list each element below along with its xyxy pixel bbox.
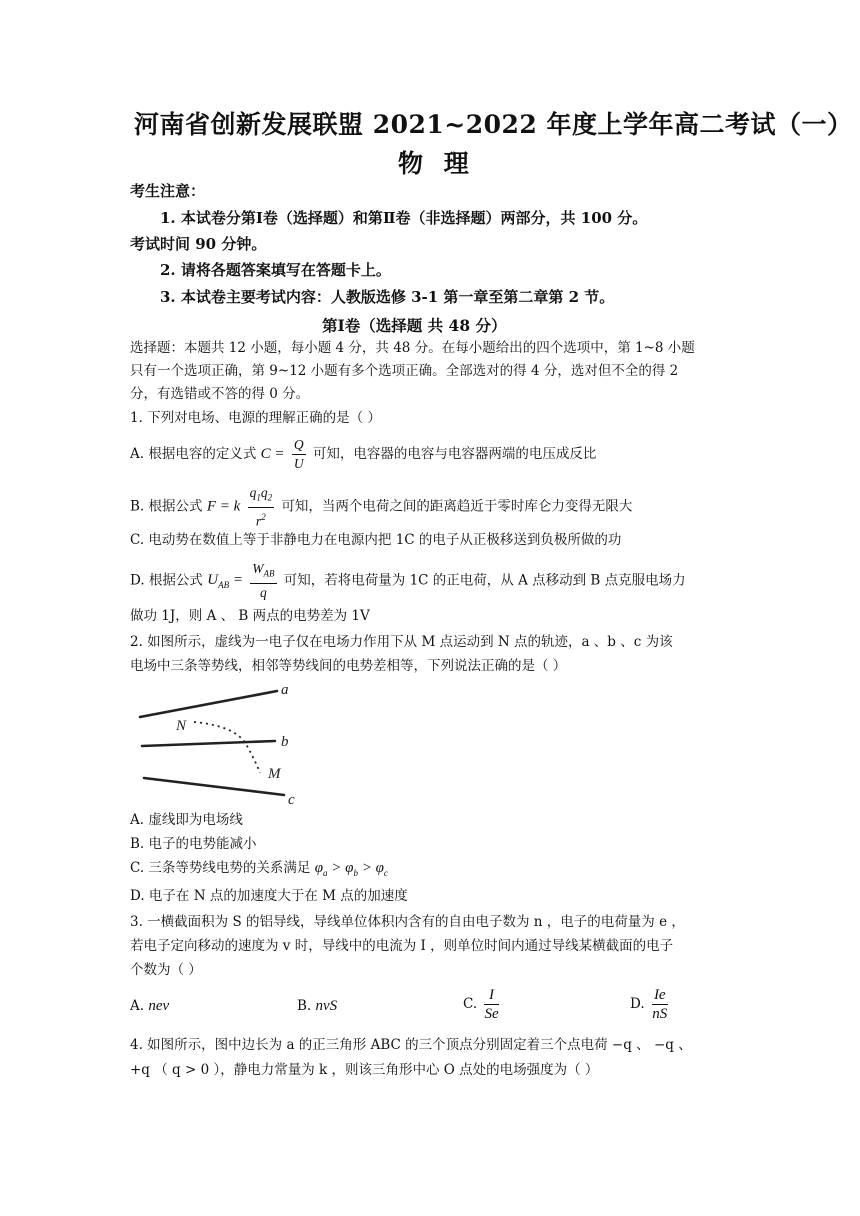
- fraction-q-over-u: $\frac{Q}{U}$: [293, 437, 304, 471]
- q3-stem-line-3: 个数为（ ）: [130, 962, 202, 978]
- q3-option-c-numerator: I: [484, 986, 498, 1005]
- fraction-i-over-se: [484, 986, 498, 1023]
- q3-option-a-label: A.: [130, 998, 145, 1014]
- figure-label-c: c: [288, 792, 295, 808]
- formula-potential-order: $\varphi_a > \varphi_b > \varphi_c$: [314, 860, 388, 878]
- q2-option-c: [130, 858, 388, 883]
- notice-item-3: 3. 本试卷主要考试内容：人教版选修 3-1 第一章至第二章第 2 节。: [160, 288, 615, 306]
- q3-option-c: [463, 986, 502, 1023]
- q1-option-b: [130, 484, 632, 530]
- q2-option-c-pre: C. 三条等势线电势的关系满足: [130, 860, 311, 876]
- q1-option-a-post: 可知，电容器的电容与电容器两端的电压成反比: [312, 446, 597, 462]
- fraction-ie-over-ns: [652, 986, 668, 1023]
- q1-option-d-post: 可知，若将电荷量为 1C 的正电荷，从 A 点移动到 B 点克服电场力: [283, 572, 686, 589]
- q2-option-d: D. 电子在 N 点的加速度大于在 M 点的加速度: [130, 888, 408, 904]
- exam-title: 河南省创新发展联盟 2021~2022 年度上学年高二考试（一）: [134, 110, 853, 139]
- q3-option-a-value: nev: [148, 998, 170, 1014]
- q3-stem-line-2: 若电子定向移动的速度为 v 时，导线中的电流为 I ，则单位时间内通过导线某横截面的电子: [130, 938, 674, 954]
- q3-option-a: [130, 996, 169, 1016]
- q2-option-a: A. 虚线即为电场线: [130, 812, 243, 828]
- notice-item-1: 1. 本试卷分第Ⅰ卷（选择题）和第Ⅱ卷（非选择题）两部分，共 100 分。: [160, 209, 648, 227]
- q1-option-c: C. 电动势在数值上等于非静电力在电源内把 1C 的电子从正极移送到负极所做的功: [130, 532, 622, 548]
- equipotential-figure: [132, 678, 312, 808]
- notice-item-1-cont: 考试时间 90 分钟。: [130, 235, 267, 253]
- q1-option-d-pre: D. 根据公式: [130, 572, 203, 589]
- figure-label-n: N: [176, 718, 187, 734]
- q3-option-b: [297, 996, 337, 1016]
- figure-label-a: a: [281, 682, 289, 698]
- q1-option-d: [130, 560, 686, 602]
- figure-label-m: M: [268, 766, 281, 782]
- q2-stem-line-1: 2. 如图所示，虚线为一电子仅在电场力作用下从 M 点运动到 N 点的轨迹，a 、b 、c 为该: [130, 634, 673, 650]
- q3-option-c-label: C.: [463, 996, 478, 1012]
- q1-option-a: [130, 436, 596, 473]
- q1-option-b-pre: B. 根据公式: [130, 498, 203, 515]
- section-intro-line-2: 只有一个选项正确，第 9~12 小题有多个选项正确。全部选对的得 4 分，选对但不全的得 2: [130, 363, 679, 379]
- fraction-coulomb: $\frac{q_1q_2}{r^2}$: [249, 485, 273, 529]
- section-title: 第Ⅰ卷（选择题 共 48 分）: [322, 316, 507, 335]
- fraction-w-over-q: $\frac{W_{AB}}{q}$: [252, 561, 275, 600]
- q3-stem-line-1: 3. 一横截面积为 S 的铝导线，导线单位体积内含有的自由电子数为 n ，电子的电荷量为 e ，: [130, 914, 685, 930]
- q1-option-a-pre: A. 根据电容的定义式: [130, 446, 257, 462]
- figure-label-b: b: [281, 734, 289, 750]
- q3-option-b-label: B.: [297, 998, 312, 1014]
- q1-option-d-cont: 做功 1J，则 A 、 B 两点的电势差为 1V: [130, 608, 370, 624]
- formula-capacitance: C =: [260, 446, 285, 462]
- q2-stem-line-2: 电场中三条等势线，相邻等势线间的电势差相等，下列说法正确的是（ ）: [130, 658, 567, 674]
- formula-potential-difference: $U_{AB}$ =: [207, 572, 243, 591]
- notice-item-2: 2. 请将各题答案填写在答题卡上。: [160, 261, 391, 279]
- q3-option-b-value: nvS: [315, 998, 338, 1014]
- subject-title: 物 理: [398, 149, 475, 178]
- q2-option-b: B. 电子的电势能减小: [130, 836, 257, 852]
- q4-stem-line-2: +q （ q > 0 ），静电力常量为 k ，则该三角形中心 O 点处的电场强度为（ ）: [130, 1062, 599, 1078]
- q4-stem-line-1: 4. 如图所示，图中边长为 a 的正三角形 ABC 的三个顶点分别固定着三个点电荷 −q 、 −q 、: [130, 1037, 692, 1053]
- formula-coulomb: F = k: [206, 498, 241, 515]
- q3-option-d-numerator: Ie: [653, 987, 666, 1003]
- q3-option-c-denominator: Se: [484, 1006, 499, 1022]
- q3-option-d-label: D.: [630, 996, 645, 1012]
- q1-option-b-post: 可知，当两个电荷之间的距离趋近于零时库仑力变得无限大: [281, 498, 633, 515]
- notice-heading: 考生注意：: [130, 182, 206, 200]
- q3-option-d: [630, 986, 671, 1023]
- q1-stem: 1. 下列对电场、电源的理解正确的是（ ）: [130, 410, 381, 426]
- section-intro-line-1: 选择题：本题共 12 小题，每小题 4 分，共 48 分。在每小题给出的四个选项中，第 1~8 小题: [130, 340, 695, 356]
- q3-option-d-denominator: nS: [652, 1006, 668, 1022]
- section-intro-line-3: 分，有选错或不答的得 0 分。: [130, 386, 310, 402]
